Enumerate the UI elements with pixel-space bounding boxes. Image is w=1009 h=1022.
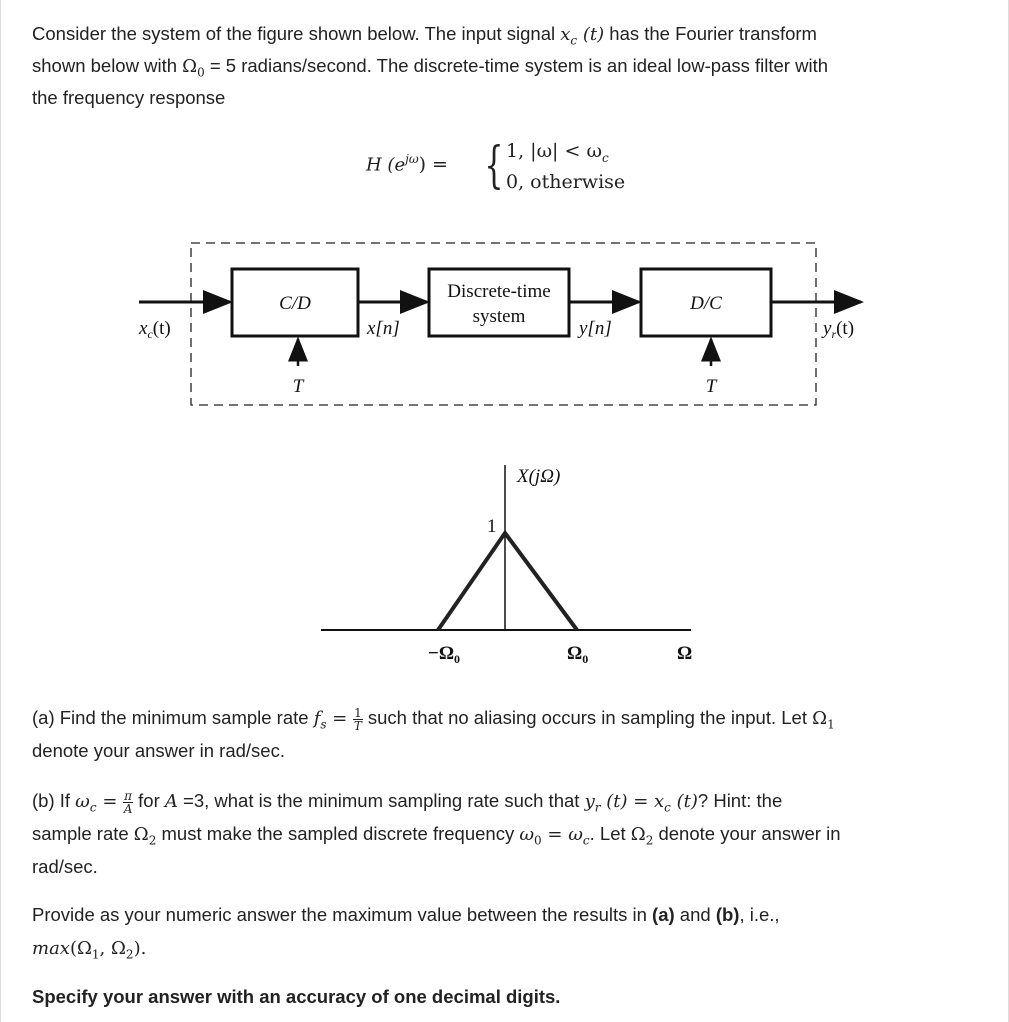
text: must make the sampled discrete frequency [156,823,520,844]
yn-label: y[n] [579,318,612,339]
math-sub: 0 [534,833,542,848]
dc-label: D/C [690,293,722,314]
t-right-label: T [705,376,717,397]
t-left-label: T [292,376,304,397]
peak-label: 1 [487,516,497,537]
fraction [353,707,363,732]
math: Ω [133,824,149,845]
bold-ref: (b) [715,904,740,925]
text: sample rate [32,823,134,844]
specify-instruction: Specify your answer with an accuracy of one decimal digits. [32,986,561,1007]
text: ? Hint: the [697,790,783,811]
dt-label-2: system [472,306,526,327]
omega0-label: $\Omega_0$ [567,643,589,666]
eq-case-2: 0, otherwise [506,171,626,193]
part-b-line-3: rad/sec. [32,856,98,877]
math-sub: 2 [645,833,654,848]
math: Ω [630,824,646,845]
math: , Ω [99,938,126,959]
math-sub: c [664,800,671,815]
text: (a) Find the minimum sample rate [32,707,314,728]
triangle-spectrum [438,533,577,630]
math-sub: 2 [148,833,157,848]
math: (Ω [69,938,92,959]
text: and [674,904,716,925]
math-t: (t) [577,24,605,45]
math-x: x [560,24,571,45]
neg-omega0-label: $-\Omega_0$ [428,643,461,666]
block-diagram [1,0,1009,1022]
text: for [133,790,165,811]
math: = ω [541,824,583,845]
spectrum-plot [321,465,692,666]
denominator: T [353,718,362,733]
math: A [164,791,178,812]
dt-label-1: Discrete-time [447,281,551,302]
math-sub: 1 [91,947,100,962]
math-sub: 2 [125,947,134,962]
math: f [313,708,321,729]
math: Ω [812,708,828,729]
math: ω [519,824,535,845]
text: , i.e., [739,904,780,925]
cd-label: C/D [279,293,311,314]
math-sub: 1 [827,717,835,732]
math: ). [133,938,147,959]
math: (t) [670,791,698,812]
part-a-line-2: denote your answer in rad/sec. [32,740,285,761]
eq-sup: jω [405,152,419,166]
provide-line-1 [32,903,780,927]
input-label: $x_c(t)$ [139,318,171,341]
part-a-line-1 [32,706,835,737]
math: = [326,708,354,729]
text: denote your answer in [653,823,841,844]
part-b-line-2 [32,822,841,853]
text: = 5 radians/second. The discrete-time system is an ideal low-pass filter with [204,55,828,76]
output-label: $y_r(t)$ [823,318,855,341]
text: (b) If [32,790,76,811]
plot-title: X(jΩ) [517,466,561,487]
provide-line-2 [32,936,146,967]
xn-label: x[n] [367,318,400,339]
math: = [96,791,124,812]
math-sub: c [582,833,590,848]
eq-lhs: H (e [366,154,406,176]
math: (t) = x [600,791,665,812]
numerator: 1 [354,705,362,720]
omega-axis-label: Ω [677,643,693,664]
bold-ref: (a) [652,904,675,925]
fraction [123,790,133,815]
math-sub: c [570,33,578,48]
eq-case-1: 1, |ω| < ω [506,140,602,162]
text: . Let [589,823,631,844]
text: has the Fourier transform [604,23,817,44]
numerator: π [124,788,133,803]
math-omega: Ω [182,56,198,77]
denominator: A [123,801,133,816]
text: shown below with [32,55,183,76]
text: Consider the system of the figure shown below. The input signal [32,23,561,44]
eq-rhs: ) = [418,153,448,176]
text: such that no aliasing occurs in sampling the input. Let [362,707,813,728]
math-sub: 0 [197,65,205,80]
math: y [584,791,595,812]
text: =3, what is the minimum sampling rate such that [177,790,585,811]
intro-line-3: the frequency response [32,87,226,108]
math-sub: r [594,800,601,815]
part-b-line-1 [32,789,782,820]
math-sub: c [89,800,97,815]
math-sub: s [320,717,327,732]
eq-sub: c [601,150,609,165]
math: max [32,938,70,959]
math: ω [75,791,90,812]
text: Provide as your numeric answer the maximum value between the results in [32,904,653,925]
brace: { [484,136,504,194]
